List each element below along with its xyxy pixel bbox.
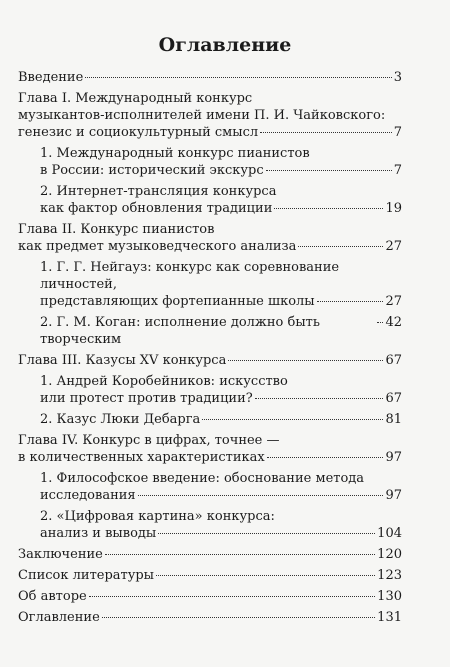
toc-page-number: 120	[377, 547, 402, 562]
toc-entry-line	[40, 145, 402, 162]
toc-entry-text: исследования	[40, 488, 136, 503]
toc-entry-line	[40, 525, 402, 542]
toc-entry-text: генезис и социокультурный смысл	[18, 125, 259, 140]
toc-page-number: 130	[377, 589, 402, 604]
toc-page-number: 123	[377, 568, 402, 583]
toc-entry-text: как фактор обновления традиции	[40, 201, 273, 216]
toc-entry	[18, 567, 402, 584]
toc-page-number: 67	[385, 353, 402, 368]
toc-entry-text: 1. Андрей Коробейников: искусство	[40, 374, 288, 389]
dot-leader	[89, 596, 375, 597]
dot-leader	[202, 419, 383, 420]
toc-entry-line	[40, 259, 402, 293]
dot-leader	[138, 495, 384, 496]
toc-entry-line	[18, 432, 402, 449]
toc-page-number: 7	[393, 163, 402, 178]
toc-entry-text: Введение	[18, 70, 84, 85]
dot-leader	[105, 554, 375, 555]
toc-entry-line	[18, 90, 402, 107]
toc-entry	[18, 411, 402, 428]
toc-entry-text: в России: исторический экскурс	[40, 163, 264, 178]
toc-entry-text: как предмет музыковедческого анализа	[18, 239, 297, 254]
toc-entry-text: Заключение	[18, 547, 103, 562]
toc-entry-line	[40, 293, 402, 310]
dot-leader	[298, 246, 383, 247]
table-of-contents	[18, 69, 402, 630]
dot-leader	[260, 132, 392, 133]
toc-entry-line	[18, 69, 402, 86]
dot-leader	[267, 457, 384, 458]
toc-page-number: 81	[385, 412, 402, 427]
toc-entry-line	[40, 162, 402, 179]
toc-entry-line	[18, 449, 402, 466]
toc-entry	[18, 508, 402, 542]
toc-entry-text: Глава III. Казусы XV конкурса	[18, 353, 227, 368]
dot-leader	[228, 360, 383, 361]
toc-page-number: 67	[385, 391, 402, 406]
toc-entry-text: Оглавление	[18, 610, 100, 625]
toc-entry	[18, 259, 402, 310]
toc-entry-line	[40, 373, 402, 390]
toc-entry-text: музыкантов-исполнителей имени П. И. Чайковского:	[18, 108, 386, 123]
toc-entry-line	[18, 352, 402, 369]
toc-entry	[18, 470, 402, 504]
toc-entry-text: представляющих фортепианные школы	[40, 294, 315, 309]
dot-leader	[158, 533, 375, 534]
toc-entry-text: 2. Г. М. Коган: исполнение должно быть творческим	[40, 315, 320, 347]
dot-leader	[317, 301, 384, 302]
toc-entry-line	[18, 609, 402, 626]
toc-entry-line	[18, 567, 402, 584]
toc-entry-text: Глава IV. Конкурс в цифрах, точнее —	[18, 433, 280, 448]
toc-entry	[18, 546, 402, 563]
toc-entry-line	[40, 470, 402, 487]
toc-entry-text: Глава II. Конкурс пианистов	[18, 222, 215, 237]
toc-entry-line	[18, 124, 402, 141]
toc-entry	[18, 221, 402, 255]
dot-leader	[266, 170, 392, 171]
toc-page-number: 27	[385, 294, 402, 309]
toc-entry-text: 2. «Цифровая картина» конкурса:	[40, 509, 275, 524]
toc-entry	[18, 432, 402, 466]
toc-page-number: 97	[385, 450, 402, 465]
toc-page-number: 19	[385, 201, 402, 216]
toc-page-number: 131	[377, 610, 402, 625]
toc-page-number: 42	[385, 315, 402, 330]
toc-page-number: 97	[385, 488, 402, 503]
toc-entry-text: 1. Г. Г. Нейгауз: конкурс как соревнование личностей,	[40, 260, 340, 292]
toc-entry-text: Список литературы	[18, 568, 155, 583]
toc-entry-line	[18, 588, 402, 605]
toc-entry	[18, 352, 402, 369]
toc-entry-line	[18, 546, 402, 563]
dot-leader	[377, 322, 383, 323]
dot-leader	[156, 575, 375, 576]
toc-entry-text: Глава I. Международный конкурс	[18, 91, 253, 106]
toc-entry-line	[40, 200, 402, 217]
dot-leader	[85, 77, 391, 78]
dot-leader	[102, 617, 375, 618]
toc-page-number: 27	[385, 239, 402, 254]
toc-entry	[18, 314, 402, 348]
toc-entry-text: или протест против традиции?	[40, 391, 253, 406]
toc-entry	[18, 588, 402, 605]
toc-entry-line	[40, 508, 402, 525]
dot-leader	[255, 398, 384, 399]
toc-page-number: 3	[393, 70, 402, 85]
toc-entry	[18, 373, 402, 407]
toc-entry-text: 2. Интернет-трансляция конкурса	[40, 184, 277, 199]
toc-entry-line	[18, 221, 402, 238]
toc-entry-line	[40, 411, 402, 428]
toc-entry-line	[40, 183, 402, 200]
toc-entry-line	[40, 487, 402, 504]
toc-entry	[18, 183, 402, 217]
page-title: Оглавление	[158, 34, 292, 56]
toc-entry-text: Об авторе	[18, 589, 87, 604]
dot-leader	[274, 208, 383, 209]
toc-entry-text: анализ и выводы	[40, 526, 157, 541]
toc-entry-text: 2. Казус Люки Дебарга	[40, 412, 201, 427]
toc-page-number: 104	[377, 526, 402, 541]
toc-entry-text: 1. Философское введение: обоснование метода	[40, 471, 365, 486]
toc-entry-line	[40, 390, 402, 407]
toc-entry	[18, 609, 402, 626]
toc-entry-line	[40, 314, 402, 348]
toc-page-number: 7	[393, 125, 402, 140]
toc-entry	[18, 90, 402, 141]
toc-entry-line	[18, 107, 402, 124]
toc-entry-text: 1. Международный конкурс пианистов	[40, 146, 310, 161]
toc-entry	[18, 69, 402, 86]
toc-entry-line	[18, 238, 402, 255]
toc-entry	[18, 145, 402, 179]
toc-entry-text: в количественных характеристиках	[18, 450, 265, 465]
